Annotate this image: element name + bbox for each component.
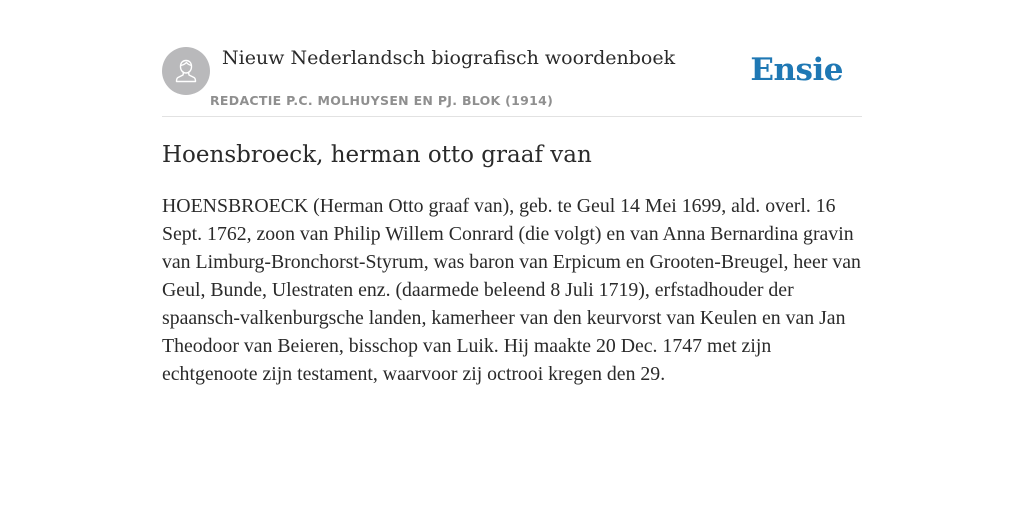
entry-body: HOENSBROECK (Herman Otto graaf van), geb. te Geul 14 Mei 1699, ald. overl. 16 Sept. 1762, zoon van Philip Willem Conrard (die volgt) en van Anna Bernardina gravin van Limburg-Bronchorst-Styrum, was baron van Erpicum en Grooten-Breugel, heer van Geul, Bunde, Ulestraten enz. (daarmede beleend 8 Juli 1719), erfstadhouder der spaansch-valkenburgsche landen, kamerheer van den keurvorst van Keulen en van Jan Theodoor van Beieren, bisschop van Luik. Hij maakte 20 Dec. 1747 met zijn echtgenoote zijn testament, waarvoor zij octrooi kregen den 29. [162, 195, 861, 385]
user-silhouette-icon [171, 56, 201, 86]
source-avatar[interactable] [162, 47, 210, 95]
entry-title: Hoensbroeck, herman otto graaf van [162, 142, 592, 168]
source-title[interactable]: Nieuw Nederlandsch biografisch woordenboek [222, 47, 676, 69]
source-header [162, 46, 862, 117]
ensie-logo[interactable]: Ensie [750, 52, 843, 88]
source-subtitle: REDACTIE P.C. MOLHUYSEN EN PJ. BLOK (1914) [210, 93, 554, 108]
